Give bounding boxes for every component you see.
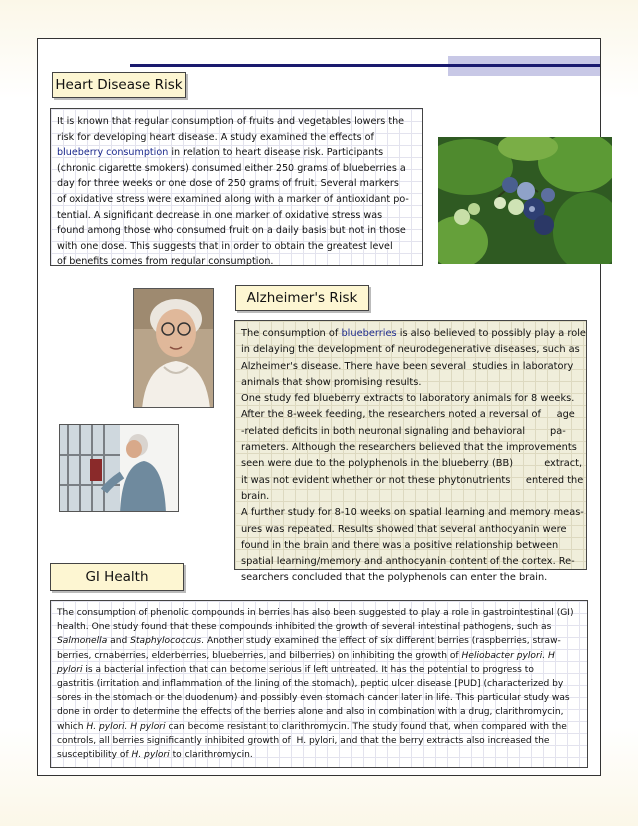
text-line: [241, 342, 580, 358]
italic-term: Salmonella: [57, 636, 108, 647]
text-run: Alzheimer's disease. There have been several studies in laboratory: [241, 360, 574, 372]
alzheimers-heading-text: Alzheimer's Risk: [246, 290, 358, 306]
text-line: [241, 456, 583, 472]
text-run: -related deficits in both neuronal signaling and behavioral pa-: [241, 425, 566, 437]
elderly-man-window-photo: [59, 424, 179, 512]
text-line: [57, 748, 581, 762]
text-line: [57, 208, 416, 224]
text-line: [57, 649, 581, 663]
text-run: of oxidative stress were examined along with a marker of antioxidant po-: [57, 193, 409, 205]
text-line: [241, 359, 580, 375]
gi-heading: [50, 563, 184, 591]
text-run: day for three weeks or one dose of 250 grams of fruit. Several markers: [57, 178, 399, 190]
text-run: After the 8-week feeding, the researchers noted a reversal of age: [241, 409, 575, 421]
italic-term: H. pylori: [131, 750, 170, 761]
text-run: animals that show promising results.: [241, 376, 422, 388]
text-run: with one dose. This suggests that in order to obtain the greatest level: [57, 240, 393, 252]
text-run: It is known that regular consumption of fruits and vegetables lowers the: [57, 116, 405, 127]
text-run: found among those who consumed fruit on a daily basis but not in those: [57, 225, 406, 237]
gi-heading-text: GI Health: [85, 569, 149, 585]
text-line: [57, 606, 581, 620]
text-run: gastritis (irritation and inflammation of the lining of the stomach), peptic ulcer disease [PUD] (characterized by: [57, 679, 564, 690]
text-line: [57, 239, 416, 255]
italic-term: H. pylori. H pylori: [86, 721, 166, 732]
text-run: (chronic cigarette smokers) consumed either 250 grams of blueberries a: [57, 162, 406, 174]
italic-term: Staphylococcus: [130, 636, 202, 647]
text-line: [57, 254, 416, 270]
alzheimers-heading: [235, 285, 369, 311]
text-run: is also believed to possibly play a role: [396, 328, 586, 339]
elderly-woman-photo: [133, 288, 214, 408]
text-line: [57, 620, 581, 634]
italic-term: Heliobacter pylori. H: [461, 650, 555, 661]
text-line: [241, 440, 580, 456]
alzheimers-text-box: [234, 320, 587, 584]
text-run: berries, crnaberries, elderberries, blueberries, and bilberries) on inhibiting the growth of: [57, 650, 462, 661]
text-run: in relation to heart disease risk. Participants: [168, 147, 384, 159]
text-line: [57, 176, 416, 192]
text-line: [57, 130, 416, 146]
text-run: to clarithromycin.: [169, 750, 253, 761]
text-run: spatial learning/memory and anthocyanin content of the cortex. Re-: [241, 556, 575, 568]
text-line: [57, 691, 581, 705]
text-line: [57, 161, 416, 177]
blueberry-photo: [438, 137, 612, 264]
text-run: it was not evident whether or not these phytonutrients entered the: [241, 474, 584, 486]
heart-heading: [52, 72, 186, 98]
text-run: can become resistant to clarithromycin. The study found that, when compared with the: [165, 721, 567, 732]
text-line: [241, 326, 586, 342]
text-run: brain.: [241, 490, 270, 502]
text-line: [57, 114, 416, 130]
text-line: [57, 734, 581, 748]
text-line: [57, 705, 581, 719]
gi-paragraph: [57, 606, 581, 762]
text-run: of benefits comes from regular consumption.: [57, 256, 274, 268]
text-line: [57, 223, 416, 239]
text-run: is a bacterial infection that can become serious if left untreated. It has the potential to progress to: [82, 664, 534, 675]
text-line: [57, 720, 581, 734]
text-run: risk for developing heart disease. A study examined the effects of: [57, 131, 374, 143]
text-run: seen were due to the polyphenols in the blueberry (BB) extract,: [241, 458, 583, 470]
gi-text-box: [50, 600, 588, 768]
text-run: . Another study examined the effect of six different berries (raspberries, straw-: [201, 636, 561, 647]
text-line: [241, 489, 580, 505]
text-line: [241, 505, 584, 521]
text-line: [241, 538, 580, 554]
text-run: The consumption of phenolic compounds in berries has also been suggested to play a role in gastrointestinal (GI): [57, 608, 574, 618]
text-line: [57, 634, 581, 648]
text-run: sores in the stomach or the duodenum) and possibly even stomach cancer later in life. This particular study was: [57, 693, 570, 704]
text-run: and: [107, 636, 131, 647]
text-run: One study fed blueberry extracts to laboratory animals for 8 weeks.: [241, 393, 575, 405]
text-run: rameters. Although the researchers believed that the improvements: [241, 442, 577, 454]
text-run: in delaying the development of neurodegenerative diseases, such as: [241, 344, 580, 356]
text-run: susceptibility of: [57, 750, 132, 761]
text-line: [241, 407, 580, 423]
heart-heading-text: Heart Disease Risk: [55, 77, 183, 93]
text-run: A further study for 8-10 weeks on spatial learning and memory meas-: [241, 507, 584, 519]
text-line: [57, 663, 581, 677]
text-line: [241, 570, 580, 586]
text-run: which: [57, 721, 87, 732]
text-run: The consumption of: [241, 328, 342, 339]
text-line: [241, 391, 580, 407]
text-run: health. One study found that these compounds inhibited the growth of several intestinal pathogens, such as: [57, 622, 552, 633]
header-rule: [130, 64, 600, 67]
text-line: [241, 375, 580, 391]
highlighted-term: blueberry consumption: [57, 147, 169, 159]
heart-paragraph: [57, 114, 416, 270]
text-line: [57, 145, 416, 161]
italic-term: pylori: [57, 664, 83, 675]
alzheimers-paragraph: [241, 326, 586, 587]
text-run: searchers concluded that the polyphenols can enter the brain.: [241, 572, 548, 584]
text-line: [57, 677, 581, 691]
text-line: [57, 192, 416, 208]
text-run: controls, all berries significantly inhibited growth of H. pylori, and that the berry extracts also increased the: [57, 735, 550, 746]
text-run: done in order to determine the effects of the berries alone and also in combination with a drug, clarithromycin,: [57, 707, 564, 718]
text-line: [241, 473, 584, 489]
highlighted-term: blueberries: [341, 328, 397, 339]
text-line: [241, 522, 580, 538]
text-run: ures was repeated. Results showed that several anthocyanin were: [241, 523, 567, 535]
text-run: tential. A significant decrease in one marker of oxidative stress was: [57, 209, 383, 221]
text-run: found in the brain and there was a positive relationship between: [241, 539, 559, 551]
text-line: [241, 554, 580, 570]
heart-text-box: [50, 108, 423, 266]
text-line: [241, 424, 580, 440]
